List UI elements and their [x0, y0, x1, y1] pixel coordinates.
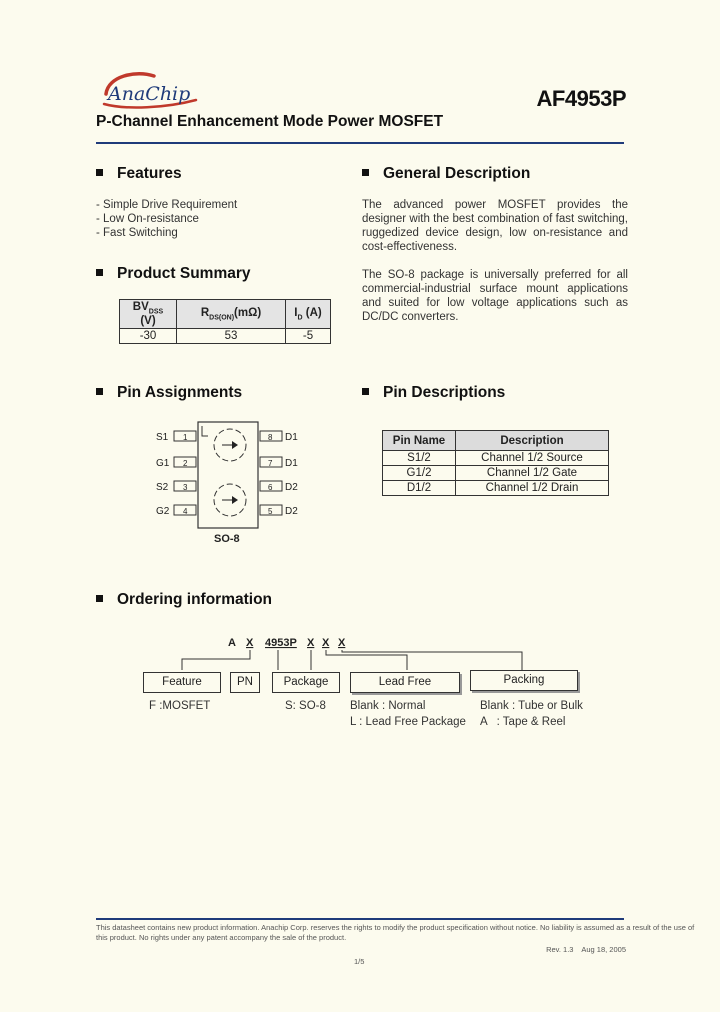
ordering-box-leadfree: Lead Free: [350, 672, 460, 693]
package-label: SO-8: [214, 533, 240, 545]
summary-header-rds: $R_{DS(ON)}(m\Omega)$: [177, 300, 286, 329]
logo-text: AnaChip: [108, 83, 191, 105]
pin-label: D2: [285, 482, 298, 493]
part-number: AF4953P: [536, 86, 626, 111]
footer-disclaimer-1: This datasheet contains new product information. Anachip Corp. reserves the rights to modify the product specification without notice. No liability is assumed as a result of the use of: [96, 923, 695, 932]
ordering-box-packing: Packing: [470, 670, 578, 691]
pin-number: 4: [183, 507, 188, 516]
code-part: X: [307, 637, 315, 649]
summary-table: [119, 299, 331, 344]
summary-cell: -5: [286, 329, 331, 344]
pin-label: S2: [156, 482, 169, 493]
summary-header-id: $I_D$ (A): [286, 300, 331, 329]
footer-disclaimer-2: this product. No rights under any patent accompany the sale of the product.: [96, 933, 347, 942]
pin-label: G1: [156, 458, 170, 469]
pin-number: 3: [183, 483, 188, 492]
pin-desc-heading: Pin Descriptions: [362, 384, 505, 402]
pin-number: 7: [268, 459, 273, 468]
note-packing-tube: Blank : Tube or Bulk: [480, 700, 583, 712]
code-part: 4953P: [265, 637, 297, 649]
code-part: X: [338, 637, 346, 649]
so8-package-drawing: [150, 418, 310, 548]
so8-diagram: [150, 418, 310, 548]
code-part: X: [246, 637, 254, 649]
pin-desc-table: [382, 430, 609, 496]
code-part: X: [322, 637, 330, 649]
page-subtitle: P-Channel Enhancement Mode Power MOSFET: [96, 113, 444, 130]
feature-item: - Simple Drive Requirement: [96, 199, 238, 211]
pin-desc-cell: S1/2: [383, 451, 456, 466]
summary-header-bv: $BV_{DSS}$ (V): [120, 300, 177, 329]
pin-number: 5: [268, 507, 273, 516]
code-part: A: [228, 637, 236, 649]
ordering-box-package: Package: [272, 672, 340, 693]
summary-heading: Product Summary: [96, 265, 251, 283]
general-p2: The SO-8 package is universally preferred for all commercial-industrial surface mount applications and suited for low voltage applications such as DC/DC converters.: [362, 269, 628, 323]
pin-label: D2: [285, 506, 298, 517]
bullet-icon: [96, 169, 103, 176]
general-p1: The advanced power MOSFET provides the designer with the best combination of fast switching, ruggedized device design, low on-resistance and cost-effectiveness.: [362, 199, 628, 253]
pin-desc-cell: Channel 1/2 Source: [456, 451, 609, 466]
pin-label: D1: [285, 432, 298, 443]
bullet-icon: [96, 269, 103, 276]
feature-item: - Fast Switching: [96, 227, 178, 239]
header-rule: [96, 142, 624, 144]
summary-cell: 53: [177, 329, 286, 344]
note-package: S: SO-8: [285, 700, 326, 712]
bullet-icon: [362, 169, 369, 176]
pin-label: D1: [285, 458, 298, 469]
bullet-icon: [96, 595, 103, 602]
pin-desc-cell: G1/2: [383, 466, 456, 481]
pin-number: 2: [183, 459, 188, 468]
pin-desc-cell: Channel 1/2 Gate: [456, 466, 609, 481]
pin-assign-heading: Pin Assignments: [96, 384, 242, 402]
pin-label: G2: [156, 506, 170, 517]
note-leadfree-package: L : Lead Free Package: [350, 716, 466, 728]
footer-revision: Rev. 1.3 Aug 18, 2005: [546, 945, 626, 954]
pin-desc-header: Pin Name: [383, 431, 456, 451]
note-feature: F :MOSFET: [149, 700, 211, 712]
page-number: 1/5: [354, 957, 365, 966]
features-list: [96, 198, 237, 240]
ordering-code-diagram: [140, 632, 590, 672]
ordering-box-feature: Feature: [143, 672, 221, 693]
pin-desc-cell: D1/2: [383, 481, 456, 496]
anachip-logo: [96, 66, 216, 118]
pin-desc-cell: Channel 1/2 Drain: [456, 481, 609, 496]
bullet-icon: [96, 388, 103, 395]
pin-desc-header: Description: [456, 431, 609, 451]
bullet-icon: [362, 388, 369, 395]
pin-number: 1: [183, 433, 188, 442]
feature-item: - Low On-resistance: [96, 213, 199, 225]
note-packing-tape: A : Tape & Reel: [480, 716, 566, 728]
note-leadfree-normal: Blank : Normal: [350, 700, 426, 712]
pin-number: 8: [268, 433, 273, 442]
ordering-box-pn: PN: [230, 672, 260, 693]
summary-cell: -30: [120, 329, 177, 344]
ordering-connector-lines: [140, 632, 590, 672]
pin-number: 6: [268, 483, 273, 492]
features-heading: Features: [96, 165, 182, 183]
ordering-heading: Ordering information: [96, 591, 272, 609]
pin-label: S1: [156, 432, 169, 443]
general-heading: General Description: [362, 165, 530, 183]
footer-rule: [96, 918, 624, 920]
